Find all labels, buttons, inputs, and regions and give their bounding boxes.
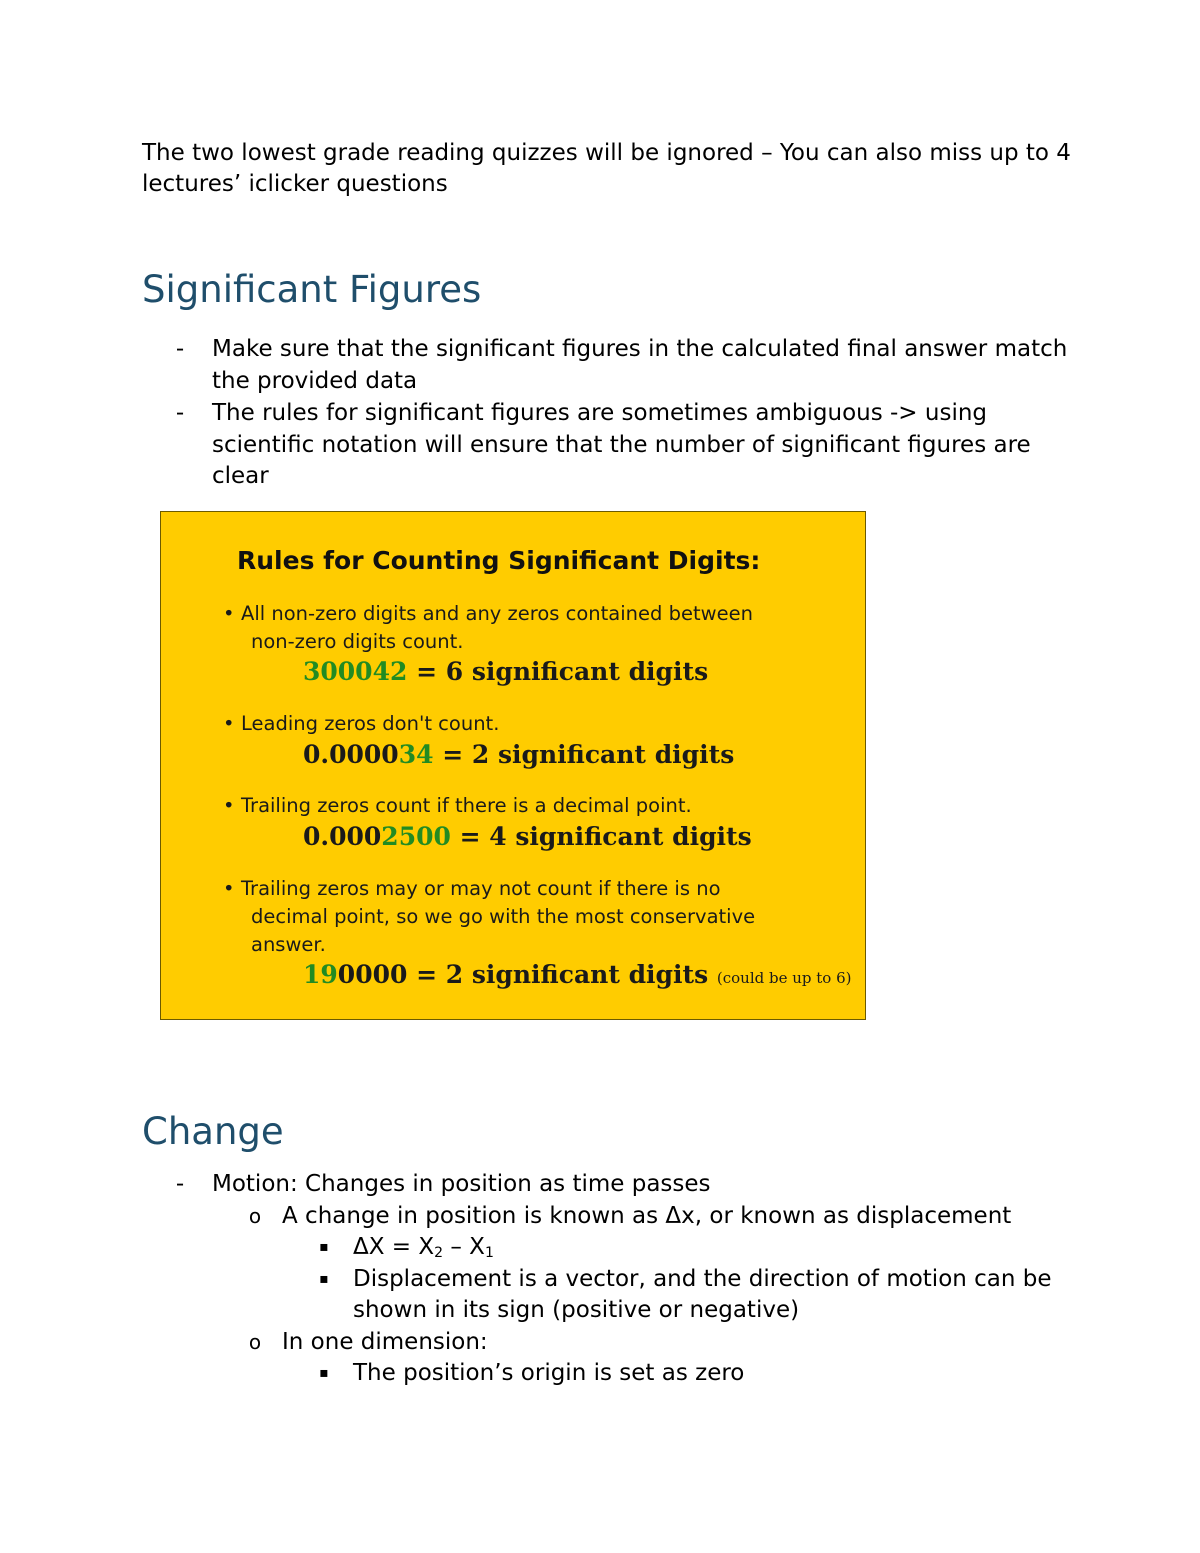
list-item: [142, 398, 1072, 493]
circle-bullet: o: [248, 1203, 262, 1228]
example-highlight: 34: [398, 740, 434, 769]
dot-bullet: •: [223, 794, 235, 817]
list-item: [142, 1232, 1072, 1264]
square-bullet: ▪: [319, 1239, 329, 1255]
list-item-text: The position’s origin is set as zero: [353, 1360, 745, 1386]
dot-bullet: •: [223, 602, 235, 625]
dash-bullet: -: [175, 400, 185, 426]
example-rest: = 4 significant digits: [450, 822, 752, 851]
list-item: [142, 1358, 1072, 1390]
intro-paragraph: The two lowest grade reading quizzes will be ignored – You can also miss up to 4 lectures’ iclicker questions: [142, 140, 1071, 197]
formula-subscript: 1: [484, 1245, 494, 1261]
formula-subscript: 2: [434, 1245, 444, 1261]
square-bullet: ▪: [319, 1270, 329, 1287]
rule-item: [223, 710, 843, 738]
list-item: [142, 1201, 1072, 1233]
heading-significant-figures: Significant Figures: [142, 268, 482, 311]
change-list: [142, 1169, 1072, 1390]
heading-change: Change: [142, 1110, 284, 1153]
rule-example: [303, 822, 752, 851]
list-item: [142, 334, 1072, 397]
list-item: [142, 1264, 1072, 1327]
significant-figures-list: [142, 334, 1072, 494]
circle-bullet: o: [248, 1329, 262, 1354]
example-prefix: 0.000: [303, 822, 382, 851]
rule-text: Leading zeros don't count.: [241, 712, 500, 735]
displacement-formula: [353, 1234, 494, 1260]
list-item-text: Displacement is a vector, and the direction of motion can be shown in its sign (positive or negative): [353, 1265, 1052, 1323]
dot-bullet: •: [223, 877, 235, 900]
formula-part: ΔX = X: [353, 1234, 435, 1260]
list-item-text: Motion: Changes in position as time passes: [212, 1171, 711, 1197]
example-rest: = 6 significant digits: [407, 657, 709, 686]
rule-text: Trailing zeros may or may not count if there is no: [241, 877, 721, 900]
example-rest: = 2 significant digits: [433, 740, 735, 769]
list-item-text: In one dimension:: [282, 1328, 488, 1355]
dash-bullet: -: [175, 336, 185, 362]
rule-text: decimal point, so we go with the most conservative: [251, 905, 756, 928]
dot-bullet: •: [223, 712, 235, 735]
rule-text: Trailing zeros count if there is a decimal point.: [241, 794, 692, 817]
rules-image: [160, 511, 866, 1020]
list-item: [142, 1327, 1072, 1359]
example-note: (could be up to 6): [716, 969, 852, 987]
rules-title: Rules for Counting Significant Digits:: [237, 546, 761, 575]
example-highlight: 19: [303, 960, 338, 989]
example-rest: 0000 = 2 significant digits: [337, 960, 709, 989]
list-item: [142, 1169, 1072, 1201]
rule-example: [303, 657, 708, 686]
list-item-text: Make sure that the significant figures in the calculated final answer match the provided data: [212, 336, 1068, 394]
rule-item: [223, 792, 843, 820]
example-highlight: 300042: [303, 657, 408, 686]
rule-text: answer.: [251, 933, 326, 956]
list-item-text: The rules for significant figures are sometimes ambiguous -> using scientific notation will ensure that the number of significant figures are clear: [212, 400, 1031, 489]
rule-text: non-zero digits count.: [251, 630, 464, 653]
example-highlight: 2500: [381, 822, 451, 851]
square-bullet: ▪: [319, 1365, 329, 1381]
rule-item: [223, 875, 843, 959]
rule-example: [303, 960, 852, 989]
rule-text: All non-zero digits and any zeros contained between: [241, 602, 753, 625]
rule-example: [303, 740, 734, 769]
rule-item: [223, 600, 843, 656]
formula-part: – X: [443, 1234, 485, 1260]
list-item-text: A change in position is known as Δx, or known as displacement: [282, 1202, 1012, 1229]
dash-bullet: -: [175, 1171, 185, 1197]
example-prefix: 0.0000: [303, 740, 399, 769]
